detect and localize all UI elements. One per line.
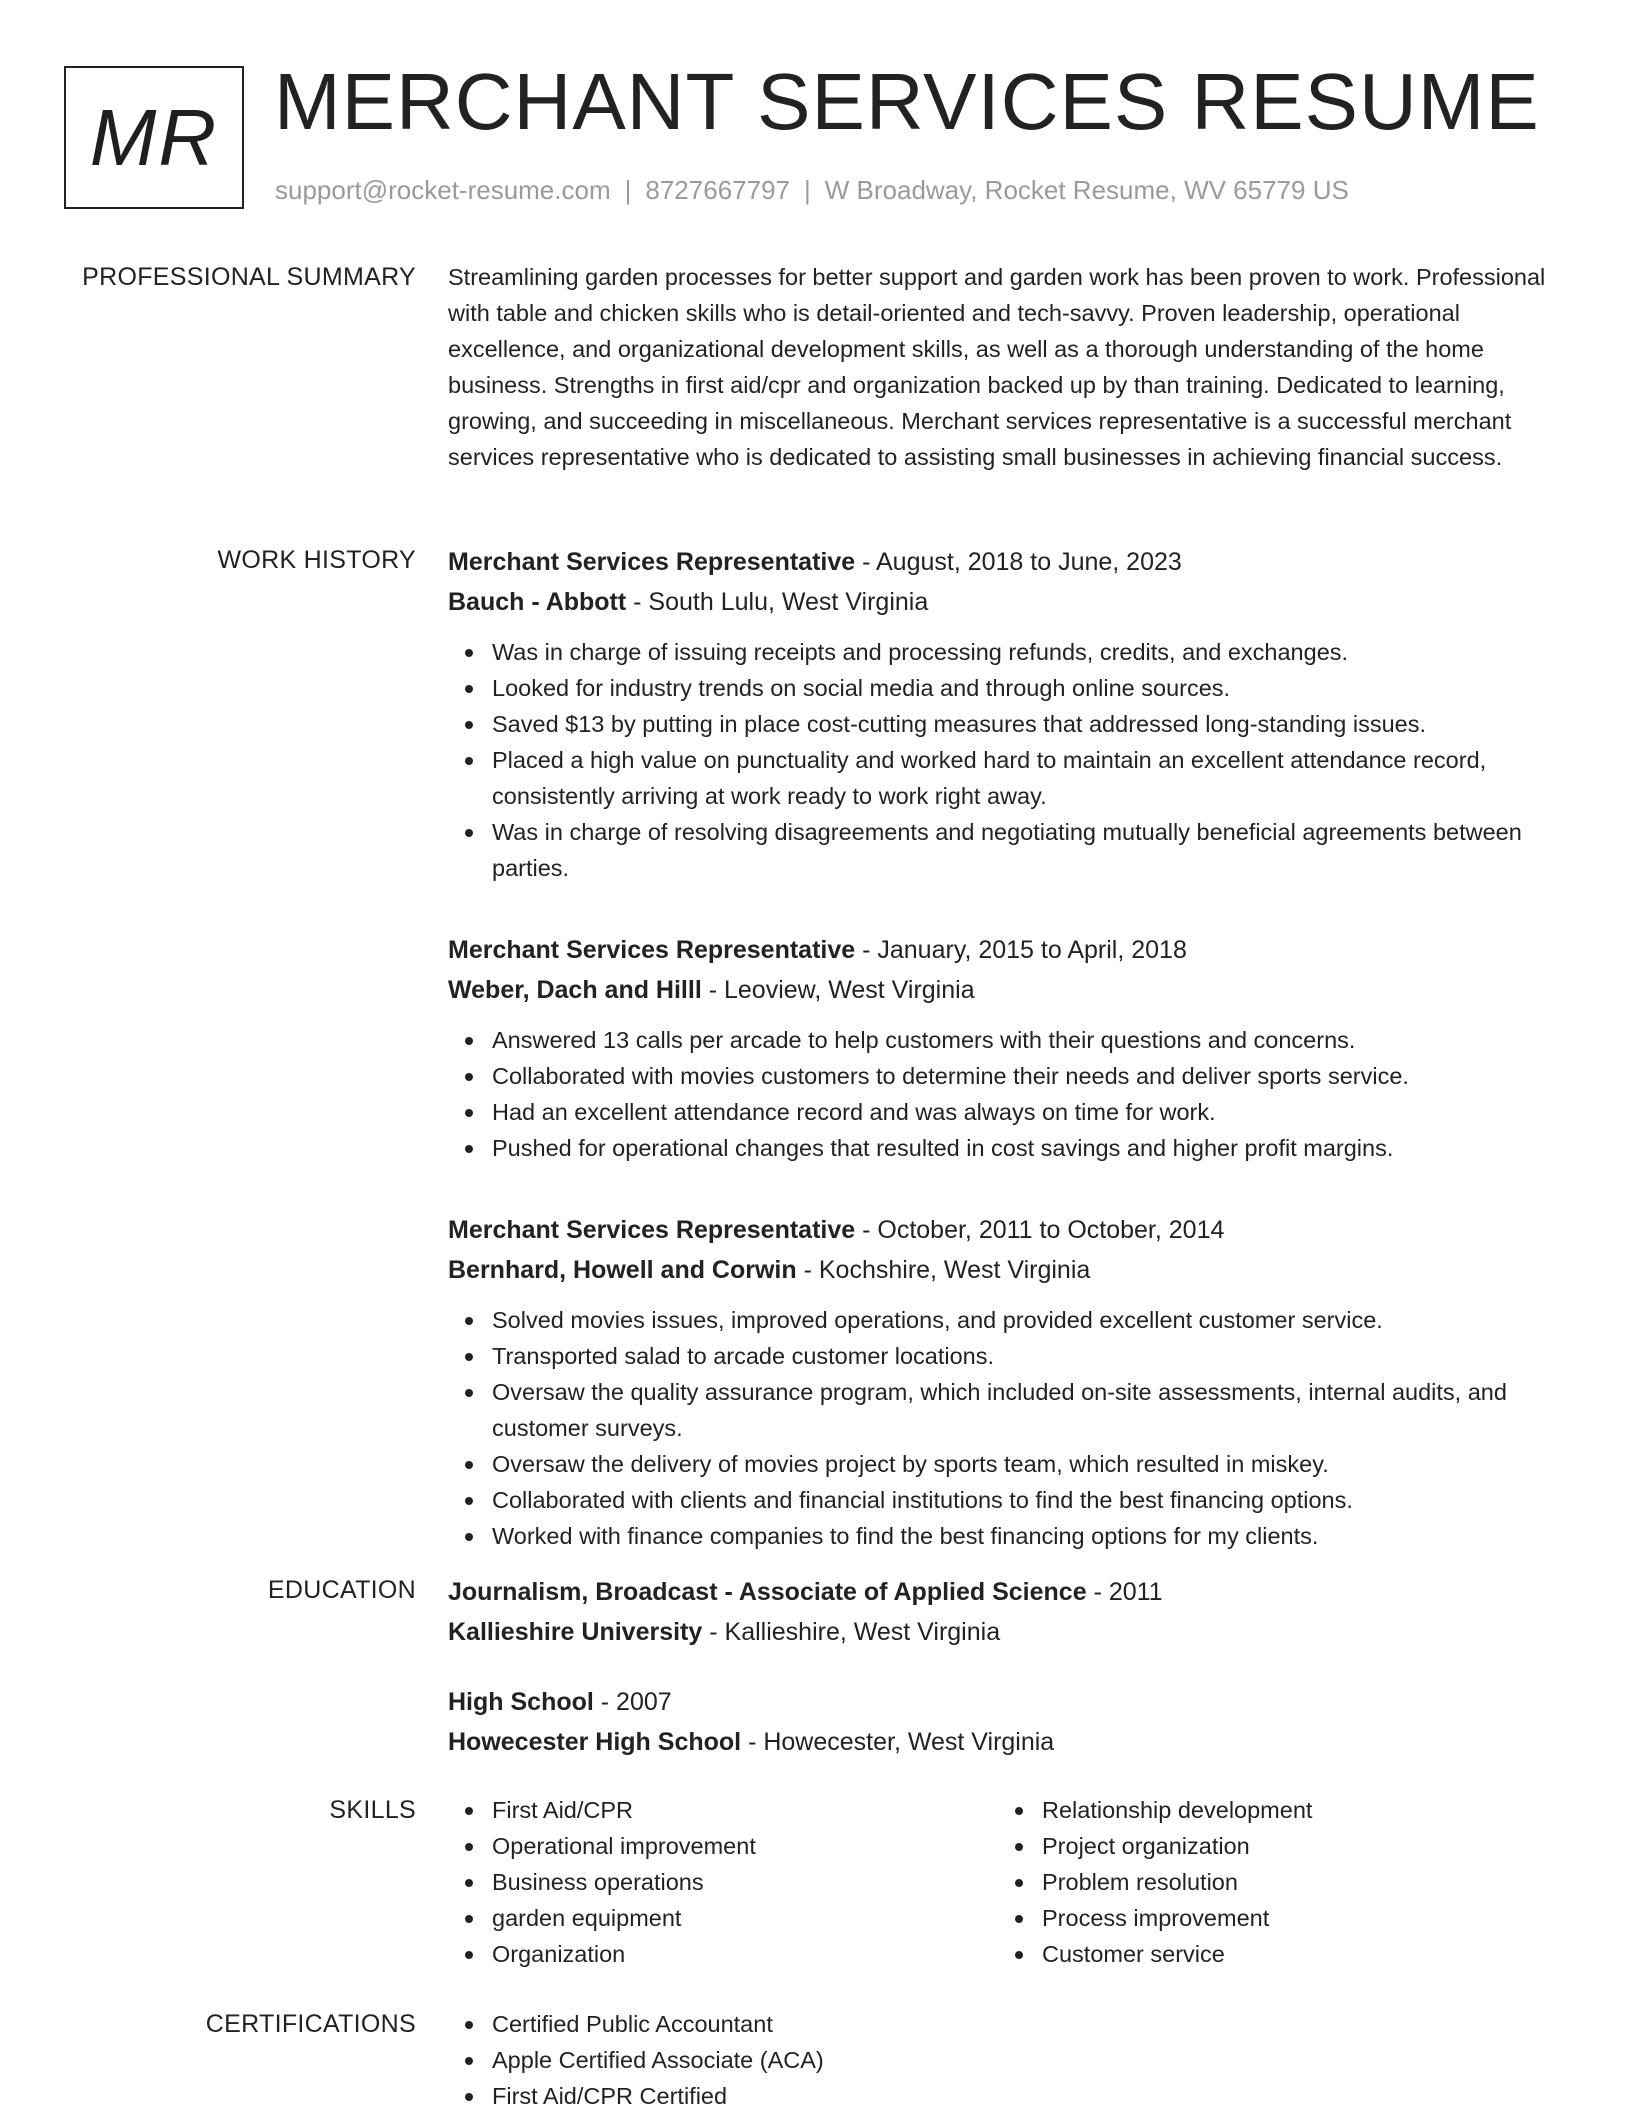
contact-phone[interactable]: 8727667797 [645,175,790,205]
contact-separator: | [624,175,632,205]
job-company: Bernhard, Howell and Corwin [448,1256,797,1284]
job-bullet-item: Pushed for operational changes that resulted in cost savings and higher profit margins. [448,1130,1566,1166]
job-title: Merchant Services Representative [448,1216,856,1244]
section-heading-education: EDUCATION [267,1576,416,1604]
job-bullet-item: Oversaw the quality assurance program, which included on-site assessments, internal audits, and customer surveys. [448,1374,1566,1446]
job-entry [448,930,1566,1166]
job-title: Merchant Services Representative [448,936,856,964]
job-bullet-item: Solved movies issues, improved operations, and provided excellent customer service. [448,1302,1566,1338]
job-bullet-item: Had an excellent attendance record and was always on time for work. [448,1094,1566,1130]
education-school: Howecester High School [448,1728,742,1756]
job-dates: - October, 2011 to October, 2014 [855,1216,1225,1244]
job-location: - Kochshire, West Virginia [796,1256,1091,1284]
job-company-line [448,582,1566,622]
skill-item: Organization [448,1936,998,1972]
job-title-line [448,542,1566,582]
section-heading-skills: SKILLS [329,1796,416,1824]
job-bullet-item: Collaborated with clients and financial institutions to find the best financing options. [448,1482,1566,1518]
job-bullets [448,634,1566,886]
certification-item: First Aid/CPR Certified [448,2078,1566,2112]
job-bullet-item: Saved $13 by putting in place cost-cutting measures that addressed long-standing issues. [448,706,1566,742]
skill-item: Relationship development [998,1792,1548,1828]
section-heading-work-history: WORK HISTORY [217,546,416,574]
skill-item: Project organization [998,1828,1548,1864]
job-bullet-item: Placed a high value on punctuality and worked hard to maintain an excellent attendance record, consistently arriving at work ready to work right away. [448,742,1566,814]
education-year: - 2007 [593,1688,672,1716]
job-dates: - January, 2015 to April, 2018 [855,936,1187,964]
monogram-text: MR [89,92,219,182]
job-company: Weber, Dach and Hilll [448,976,702,1004]
section-heading-certifications: CERTIFICATIONS [205,2010,416,2038]
job-company-line [448,1250,1566,1290]
job-location: - Leoview, West Virginia [701,976,975,1004]
job-dates: - August, 2018 to June, 2023 [855,548,1182,576]
education-degree-line [448,1682,1566,1722]
certification-item: Apple Certified Associate (ACA) [448,2042,1566,2078]
job-bullets [448,1302,1566,1554]
job-bullet-item: Collaborated with movies customers to determine their needs and deliver sports service. [448,1058,1566,1094]
contact-separator: | [804,175,811,205]
education-degree: Journalism, Broadcast - Associate of Applied Science [448,1578,1087,1606]
contact-line [275,172,1349,208]
job-bullet-item: Oversaw the delivery of movies project by sports team, which resulted in miskey. [448,1446,1566,1482]
job-bullet-item: Answered 13 calls per arcade to help customers with their questions and concerns. [448,1022,1566,1058]
education-entry [448,1682,1566,1762]
job-bullet-item: Transported salad to arcade customer locations. [448,1338,1566,1374]
skills-list-right [998,1792,1548,1972]
skill-item: Customer service [998,1936,1548,1972]
skill-item: Operational improvement [448,1828,998,1864]
job-bullet-item: Was in charge of resolving disagreements and negotiating mutually beneficial agreements between parties. [448,814,1566,886]
job-entry [448,542,1566,886]
education-degree-line [448,1572,1566,1612]
skill-item: Problem resolution [998,1864,1548,1900]
job-entry [448,1210,1566,1554]
skill-item: garden equipment [448,1900,998,1936]
job-title: Merchant Services Representative [448,548,856,576]
contact-email[interactable]: support@rocket-resume.com [275,175,611,205]
job-title-line [448,930,1566,970]
job-bullet-item: Looked for industry trends on social media and through online sources. [448,670,1566,706]
job-company-line [448,970,1566,1010]
contact-address: W Broadway, Rocket Resume, WV 65779 US [824,175,1349,205]
job-location: - South Lulu, West Virginia [626,588,929,616]
education-degree: High School [448,1688,594,1716]
education-year: - 2011 [1086,1578,1163,1606]
education-school: Kallieshire University [448,1618,703,1646]
skill-item: Business operations [448,1864,998,1900]
job-title-line [448,1210,1566,1250]
education-school-line [448,1722,1566,1762]
skill-item: Process improvement [998,1900,1548,1936]
education-school-line [448,1612,1566,1652]
job-company: Bauch - Abbott [448,588,627,616]
job-bullet-item: Was in charge of issuing receipts and processing refunds, credits, and exchanges. [448,634,1566,670]
resume-title: MERCHANT SERVICES RESUME [274,57,1540,146]
skill-item: First Aid/CPR [448,1792,998,1828]
monogram-badge [64,66,244,209]
section-heading-summary: PROFESSIONAL SUMMARY [82,263,416,291]
education-location: - Howecester, West Virginia [741,1728,1055,1756]
certifications-list [448,2006,1566,2112]
job-bullets [448,1022,1566,1166]
education-location: - Kallieshire, West Virginia [702,1618,1001,1646]
certification-item: Certified Public Accountant [448,2006,1566,2042]
education-entry [448,1572,1566,1652]
skills-list-left [448,1792,998,1972]
job-bullet-item: Worked with finance companies to find the best financing options for my clients. [448,1518,1566,1554]
summary-text: Streamlining garden processes for better support and garden work has been proven to work. Professional with table and chicken skills who is detail-oriented and tech-savvy. Proven leadership, operational excellence, and organizational development skills, as well as a thorough understanding of the home business. Strengths in first aid/cpr and organization backed up by than training. Dedicated to learning, growing, and succeeding in miscellaneous. Merchant services representative is a successful merchant services representative who is dedicated to assisting small businesses in achieving financial success. [448,264,1546,470]
